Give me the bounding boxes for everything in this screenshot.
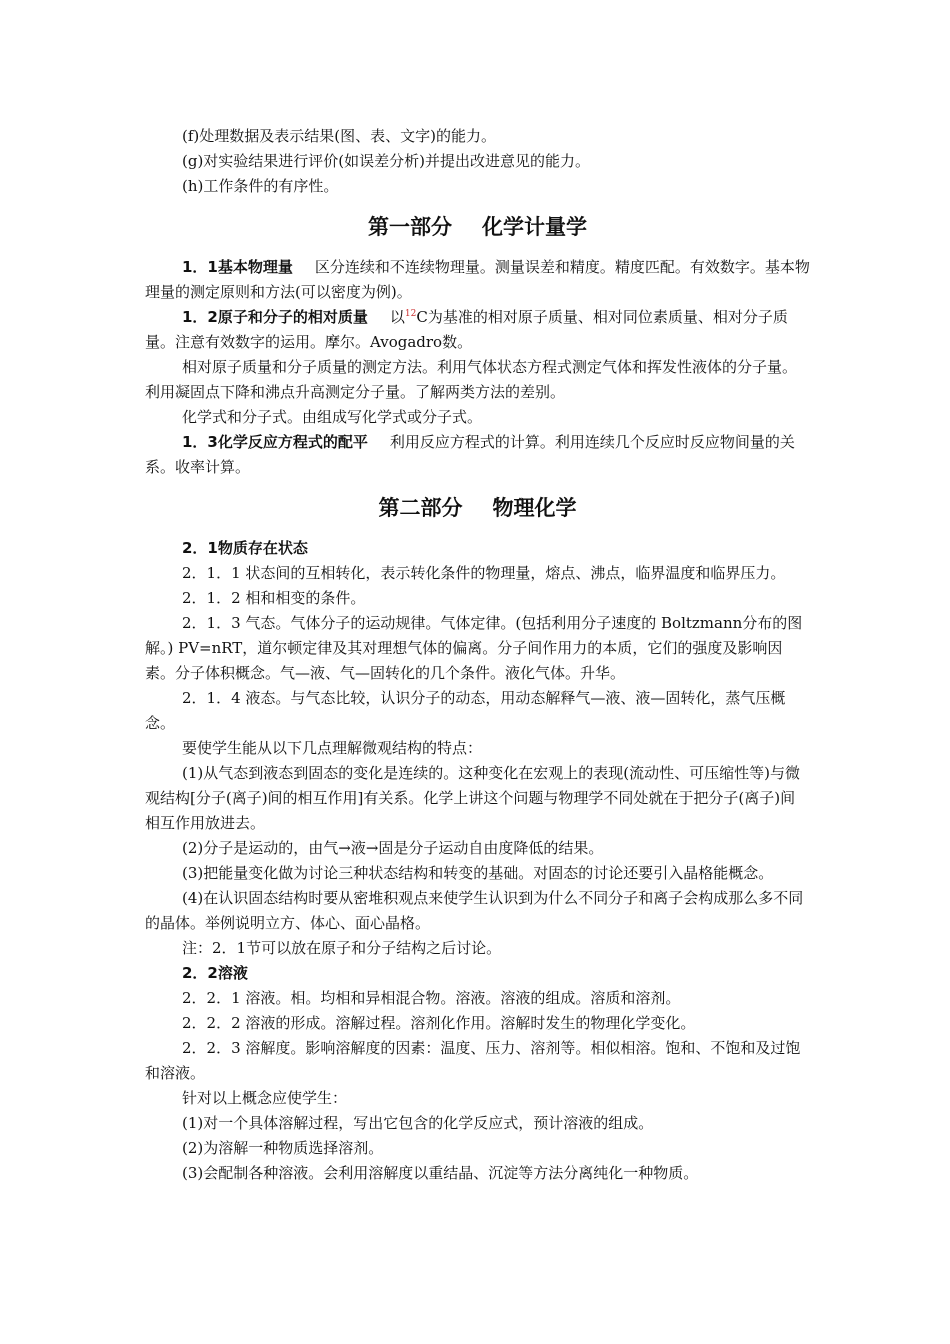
section-heading: 2．1物质存在状态 bbox=[182, 539, 308, 557]
paragraph: (2)为溶解一种物质选择溶剂。 bbox=[182, 1139, 384, 1157]
list-item: (g)对实验结果进行评价(如误差分析)并提出改进意见的能力。 bbox=[182, 152, 591, 170]
paragraph: (3)把能量变化做为讨论三种状态结构和转变的基础。对固态的讨论还要引入晶格能概念。 bbox=[182, 864, 774, 882]
paragraph: 2．2．3 溶解度。影响溶解度的因素：温度、压力、溶剂等。相似相溶。饱和、不饱和及过饱和溶液。 bbox=[145, 1039, 801, 1082]
paragraph: 针对以上概念应使学生： bbox=[182, 1089, 348, 1107]
part2-title: 物理化学 bbox=[492, 496, 577, 520]
section-1-2 bbox=[145, 305, 810, 355]
paragraph: 2．1．4 液态。与气态比较，认识分子的动态，用动态解释气—液、液—固转化，蒸气压概念。 bbox=[145, 689, 786, 732]
section-heading: 2．2溶液 bbox=[182, 964, 248, 982]
part1-heading bbox=[145, 207, 810, 247]
paragraph: 2．2．2 溶液的形成。溶解过程。溶剂化作用。溶解时发生的物理化学变化。 bbox=[182, 1014, 696, 1032]
paragraph: 化学式和分子式。由组成写化学式或分子式。 bbox=[182, 408, 483, 426]
superscript: 12 bbox=[404, 309, 417, 319]
paragraph: 2．1．2 相和相变的条件。 bbox=[182, 589, 366, 607]
paragraph-text: 以 bbox=[389, 308, 405, 326]
section-1-3 bbox=[145, 430, 810, 480]
list-item: (f)处理数据及表示结果(图、表、文字)的能力。 bbox=[182, 127, 496, 145]
part2-heading bbox=[145, 488, 810, 528]
paragraph: (4)在认识固态结构时要从密堆积观点来使学生认识到为什么不同分子和离子会构成那么多不同的晶体。举例说明立方、体心、面心晶格。 bbox=[145, 889, 804, 932]
part2-number: 第二部分 bbox=[378, 496, 463, 520]
list-item: (h)工作条件的有序性。 bbox=[182, 177, 339, 195]
paragraph: (1)对一个具体溶解过程，写出它包含的化学反应式，预计溶液的组成。 bbox=[182, 1114, 654, 1132]
part1-number: 第一部分 bbox=[368, 215, 452, 239]
part1-title: 化学计量学 bbox=[482, 215, 587, 239]
paragraph: (2)分子是运动的，由气→液→固是分子运动自由度降低的结果。 bbox=[182, 839, 604, 857]
paragraph-text: C为基准的相对原子质量、相对同位素质量、相对分子质量。注意有效数字的运用。摩尔。Avogadro数。 bbox=[145, 308, 788, 351]
paragraph: 2．1．1 状态间的互相转化，表示转化条件的物理量，熔点、沸点，临界温度和临界压力。 bbox=[182, 564, 786, 582]
paragraph: (3)会配制各种溶液。会利用溶解度以重结晶、沉淀等方法分离纯化一种物质。 bbox=[182, 1164, 699, 1182]
paragraph: 2．1．3 气态。气体分子的运动规律。气体定律。(包括利用分子速度的 Boltzmann分布的图解。) PV=nRT，道尔顿定律及其对理想气体的偏离。分子间作用力的本质，它们的强度及影响因素。分子体积概念。气—液、气—固转化的几个条件。液化气体。升华。 bbox=[145, 614, 803, 682]
paragraph: (1)从气态到液态到固态的变化是连续的。这种变化在宏观上的表现(流动性、可压缩性等)与微观结构[分子(离子)间的相互作用]有关系。化学上讲这个问题与物理学不同处就在于把分子(离子)间相互作用放进去。 bbox=[145, 764, 800, 832]
paragraph: 相对原子质量和分子质量的测定方法。利用气体状态方程式测定气体和挥发性液体的分子量。利用凝固点下降和沸点升高测定分子量。了解两类方法的差别。 bbox=[145, 358, 798, 401]
section-1-1 bbox=[145, 255, 810, 305]
section-heading: 1．3化学反应方程式的配平 bbox=[182, 433, 368, 451]
section-heading: 1．2原子和分子的相对质量 bbox=[182, 308, 368, 326]
section-heading: 1．1基本物理量 bbox=[182, 258, 293, 276]
paragraph-text: 利用反应方程式的计算。利用连续几个反应时反应物间量的关系。收率计算。 bbox=[145, 433, 795, 476]
document-body bbox=[145, 124, 810, 1186]
paragraph-text: 区分连续和不连续物理量。测量误差和精度。精度匹配。有效数字。基本物理量的测定原则和方法(可以密度为例)。 bbox=[145, 258, 810, 301]
paragraph: 要使学生能从以下几点理解微观结构的特点： bbox=[182, 739, 483, 757]
note: 注：2．1节可以放在原子和分子结构之后讨论。 bbox=[182, 939, 502, 957]
paragraph: 2．2．1 溶液。相。均相和异相混合物。溶液。溶液的组成。溶质和溶剂。 bbox=[182, 989, 681, 1007]
